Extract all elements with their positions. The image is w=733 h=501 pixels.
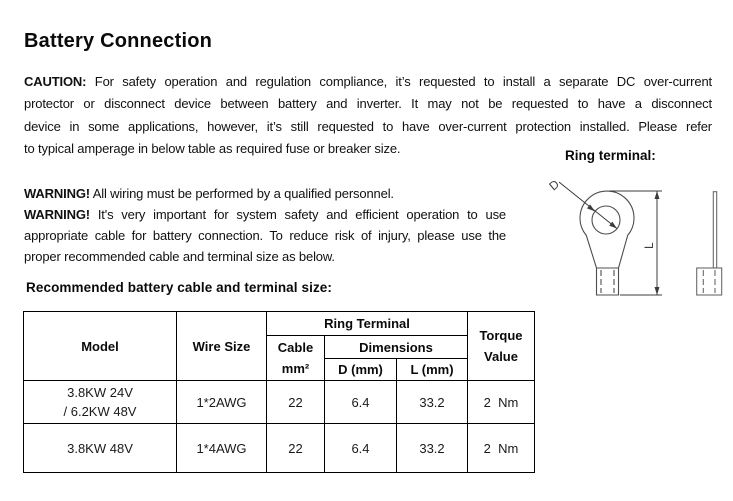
- cell-cable-mm2: 22: [267, 424, 325, 473]
- cell-d-mm: 6.4: [325, 424, 397, 473]
- cell-model: 3.8KW 24V / 6.2KW 48V: [24, 381, 177, 424]
- table-caption: Recommended battery cable and terminal size:: [26, 280, 332, 295]
- col-header-l-mm: L (mm): [397, 359, 468, 381]
- ring-terminal-side-view: [697, 192, 722, 295]
- cell-d-mm: 6.4: [325, 381, 397, 424]
- col-header-wire-size: Wire Size: [177, 312, 267, 381]
- cell-cable-mm2: 22: [267, 381, 325, 424]
- warning-1: [24, 183, 506, 204]
- warning-2-label: WARNING!: [24, 207, 90, 222]
- cell-model: 3.8KW 48V: [24, 424, 177, 473]
- col-header-cable-mm2: Cable mm²: [267, 336, 325, 381]
- page-title: Battery Connection: [24, 30, 213, 52]
- cell-l-mm: 33.2: [397, 381, 468, 424]
- col-header-d-mm: D (mm): [325, 359, 397, 381]
- warning-1-label: WARNING!: [24, 186, 90, 201]
- warning-2-text: It's very important for system safety and efficient operation to use: [97, 207, 507, 222]
- length-dimension: [609, 191, 662, 295]
- ring-terminal-diagram: [545, 172, 733, 307]
- length-label: L: [642, 242, 656, 249]
- col-header-ring-terminal: Ring Terminal: [267, 312, 468, 336]
- cell-torque: 2 Nm: [468, 424, 535, 473]
- warning-2-line: proper recommended cable and terminal size as below.: [24, 249, 335, 264]
- cell-l-mm: 33.2: [397, 424, 468, 473]
- cell-wire-size: 1*2AWG: [177, 381, 267, 424]
- warning-2-line: [24, 204, 506, 225]
- caution-text: For safety operation and regulation compliance, it’s requested to install a separate DC over-current: [94, 74, 712, 89]
- table-row: [24, 381, 535, 424]
- warning-1-text: All wiring must be performed by a qualified personnel.: [92, 186, 394, 201]
- cell-torque: 2 Nm: [468, 381, 535, 424]
- warning-paragraphs: [24, 183, 506, 267]
- diameter-label: D: [546, 177, 562, 194]
- cable-terminal-table: [23, 311, 535, 473]
- warning-2-line: appropriate cable for battery connection. To reduce risk of injury, please use the: [24, 228, 506, 243]
- col-header-model: Model: [24, 312, 177, 381]
- diameter-dimension: [546, 177, 617, 229]
- table-row: [24, 424, 535, 473]
- caution-label: CAUTION:: [24, 74, 87, 89]
- ring-terminal-heading: Ring terminal:: [565, 148, 656, 163]
- cell-wire-size: 1*4AWG: [177, 424, 267, 473]
- col-header-torque-value: Torque Value: [468, 312, 535, 381]
- col-header-dimensions: Dimensions: [325, 336, 468, 359]
- ring-terminal-front-view: [580, 191, 634, 295]
- caution-line: device in some applications, however, it’s still requested to have over-current protection installed. Please refer: [24, 118, 712, 134]
- caution-line: protector or disconnect device between battery and inverter. It may not be requested to have a disconnect: [24, 96, 712, 112]
- caution-line: to typical amperage in below table as required fuse or breaker size.: [24, 141, 401, 157]
- caution-line: [24, 71, 712, 93]
